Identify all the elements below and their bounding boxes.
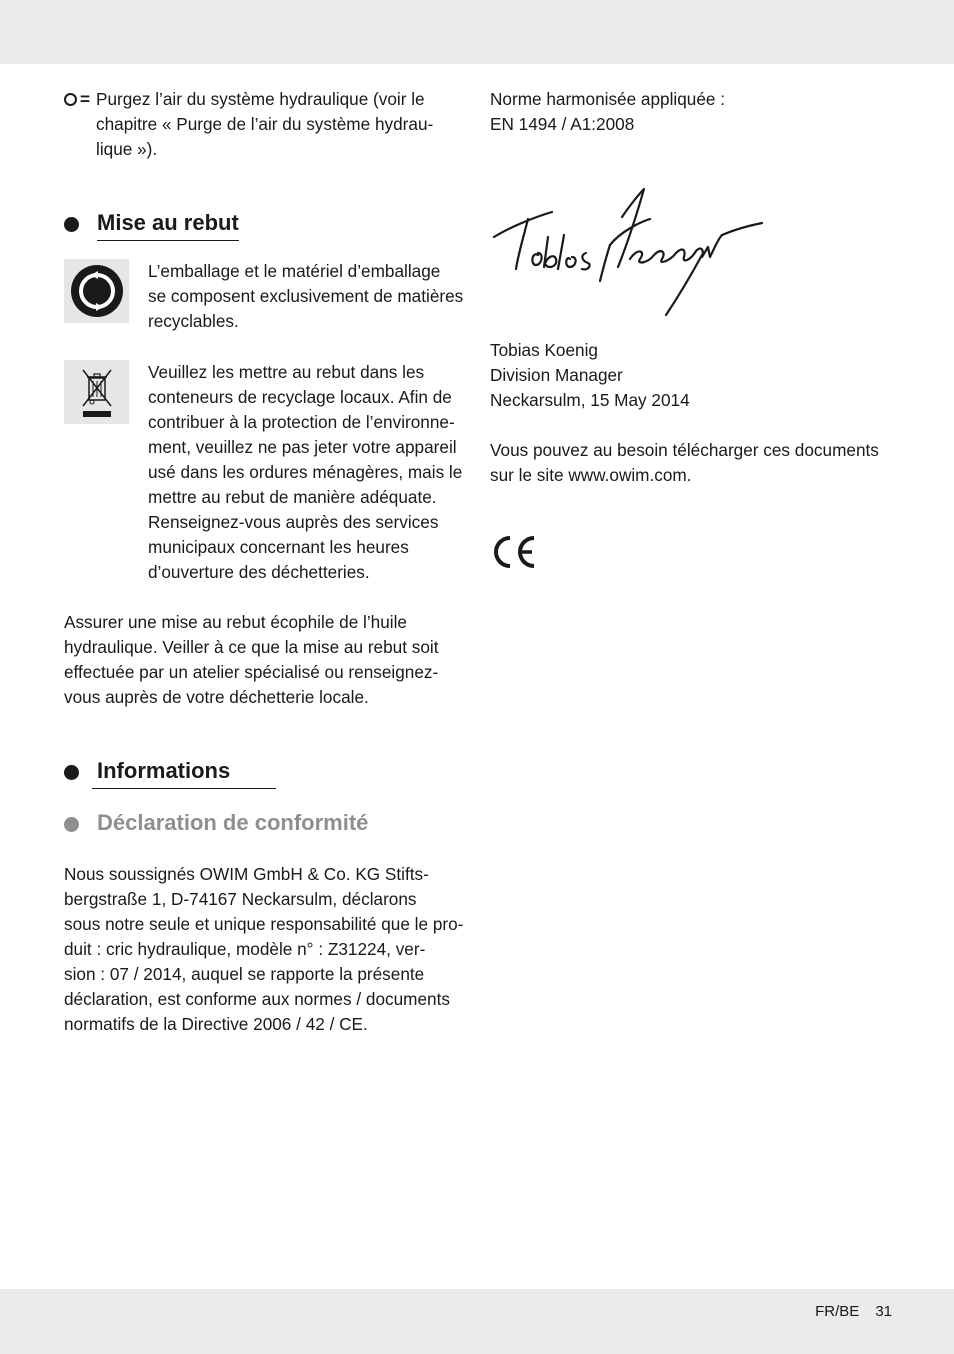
- norm-text: [490, 87, 900, 137]
- text-line: EN 1494 / A1:2008: [490, 114, 635, 134]
- text-line: Veuillez les mettre au rebut dans les: [148, 362, 425, 382]
- text-line: Norme harmonisée appliquée :: [490, 89, 726, 109]
- text-line: Tobias Koenig: [490, 340, 598, 360]
- text-line: Neckarsulm, 15 May 2014: [490, 390, 690, 410]
- text-line: chapitre « Purge de l’air du système hydrau-: [96, 114, 434, 134]
- text-line: déclaration, est conforme aux normes / documents: [64, 989, 450, 1009]
- crossed-bin-icon: [64, 360, 129, 424]
- text-line: mettre au rebut de manière adéquate.: [148, 487, 437, 507]
- green-dot-icon: [64, 259, 129, 323]
- right-column: [490, 87, 900, 577]
- text-line: Vous pouvez au besoin télécharger ces documents: [490, 440, 879, 460]
- text-line: Division Manager: [490, 365, 623, 385]
- heading-text: Mise au rebut: [97, 208, 239, 241]
- text-line: contribuer à la protection de l’environne-: [148, 412, 455, 432]
- section-heading-informations: [64, 756, 468, 788]
- text-line: hydraulique. Veiller à ce que la mise au rebut soit: [64, 637, 439, 657]
- text-line: Renseignez-vous auprès des services: [148, 512, 439, 532]
- device-disposal-text: [148, 360, 468, 585]
- text-line: sion : 07 / 2014, auquel se rapporte la présente: [64, 964, 425, 984]
- text-line: sous notre seule et unique responsabilité que le pro-: [64, 914, 464, 934]
- text-line: conteneurs de recyclage locaux. Afin de: [148, 387, 452, 407]
- text-line: Assurer une mise au rebut écophile de l’huile: [64, 612, 407, 632]
- text-line: effectuée par un atelier spécialisé ou renseignez-: [64, 662, 439, 682]
- text-line: ment, veuillez ne pas jeter votre appareil: [148, 437, 457, 457]
- text-line: se composent exclusivement de matières: [148, 286, 464, 306]
- footer-band: [0, 1289, 954, 1354]
- page-number: 31: [875, 1303, 892, 1320]
- bullet-icon: [64, 817, 79, 832]
- heading-text: Informations: [97, 758, 231, 783]
- text-line: sur le site www.owim.com.: [490, 465, 692, 485]
- declaration-text: [64, 862, 468, 1037]
- text-line: normatifs de la Directive 2006 / 42 / CE.: [64, 1014, 368, 1034]
- text-line: municipaux concernant les heures: [148, 537, 409, 557]
- text-line: usé dans les ordures ménagères, mais le: [148, 462, 463, 482]
- circle-icon: [64, 93, 77, 106]
- bleed-symbol: [64, 87, 96, 112]
- language-label: FR/BE: [815, 1303, 860, 1320]
- ce-mark-icon: [490, 534, 538, 570]
- left-column: [64, 87, 468, 1037]
- text-line: d’ouverture des déchetteries.: [148, 562, 370, 582]
- text-line: recyclables.: [148, 311, 239, 331]
- page-footer: [815, 1299, 892, 1324]
- download-text: [490, 438, 900, 488]
- text-line: Purgez l’air du système hydraulique (voir le: [96, 89, 425, 109]
- text-line: Nous soussignés OWIM GmbH & Co. KG Stifts-: [64, 864, 429, 884]
- oil-disposal-text: [64, 610, 468, 710]
- text-line: L’emballage et le matériel d’emballage: [148, 261, 441, 281]
- text-line: duit : cric hydraulique, modèle n° : Z31224, ver-: [64, 939, 426, 959]
- text-line: vous auprès de votre déchetterie locale.: [64, 687, 369, 707]
- header-band: [0, 0, 954, 64]
- packaging-text: [148, 259, 468, 334]
- subsection-heading-conformity: [64, 808, 468, 840]
- bullet-icon: [64, 765, 79, 780]
- signatory-text: [490, 338, 900, 413]
- heading-underline: [92, 788, 276, 789]
- device-disposal-block: [64, 360, 468, 585]
- bleed-note: [64, 87, 468, 162]
- section-heading-disposal: [64, 208, 468, 241]
- text-line: lique »).: [96, 139, 158, 159]
- equals-sign: =: [80, 89, 91, 109]
- signature-image: [490, 177, 770, 327]
- bullet-icon: [64, 217, 79, 232]
- heading-text: Déclaration de conformité: [97, 810, 369, 835]
- packaging-block: [64, 259, 468, 334]
- bleed-note-text: [96, 87, 468, 162]
- text-line: bergstraße 1, D-74167 Neckarsulm, déclarons: [64, 889, 417, 909]
